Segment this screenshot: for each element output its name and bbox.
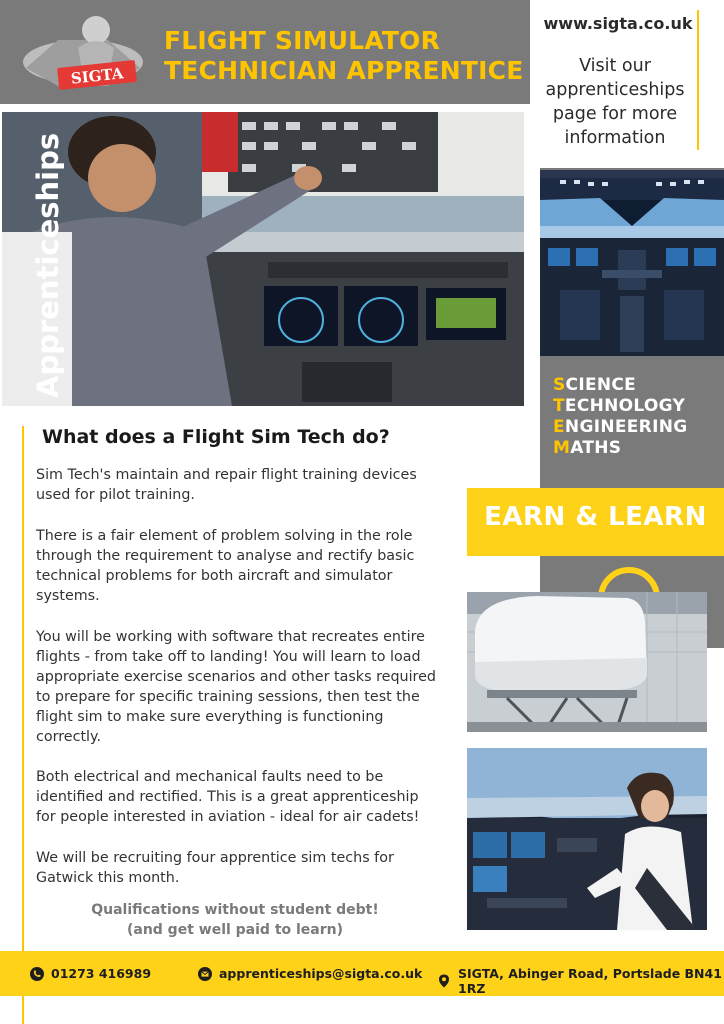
title-line-2: TECHNICIAN APPRENTICE xyxy=(164,56,524,85)
tagline xyxy=(60,900,410,940)
accent-divider xyxy=(697,10,699,150)
sigta-logo xyxy=(18,10,148,94)
page-title xyxy=(164,26,524,86)
stem-item-technology: TECHNOLOGY xyxy=(553,396,686,416)
main-simulator-photo xyxy=(2,112,524,406)
paragraph-3: You will be working with software that recreates entire flights - from take off to landing! You will learn to load appropriate exercise scenarios and other tasks required to prepare for specific training sessions, then test the flight sim to make sure everything is functioning correctly. xyxy=(36,629,436,745)
footer-phone-text: 01273 416989 xyxy=(51,966,152,981)
vertical-word-text: Apprenticeships xyxy=(31,132,65,398)
paragraph-2: There is a fair element of problem solving in the role through the requirement to analyse and rectify basic technical problems for both aircraft and simulator systems. xyxy=(36,528,415,604)
title-line-1: FLIGHT SIMULATOR xyxy=(164,26,441,55)
stem-list xyxy=(553,375,723,459)
footer-address xyxy=(437,966,724,996)
cockpit-photo xyxy=(540,170,724,356)
accent-line-left xyxy=(22,426,24,1008)
footer-address-text: SIGTA, Abinger Road, Portslade BN41 1RZ xyxy=(458,966,722,996)
phone-icon xyxy=(30,967,44,981)
email-icon xyxy=(198,967,212,981)
stem-item-science: SCIENCE xyxy=(553,375,637,395)
tagline-line-1: Qualifications without student debt! xyxy=(91,902,379,918)
paragraph-5: We will be recruiting four apprentice sim techs for Gatwick this month. xyxy=(36,850,394,886)
accent-line-bottom xyxy=(22,996,24,1024)
location-pin-icon xyxy=(437,974,451,988)
footer-phone[interactable] xyxy=(30,966,151,981)
paragraph-4: Both electrical and mechanical faults need to be identified and rectified. This is a great apprenticeship for people interested in aviation - ideal for air cadets! xyxy=(36,769,420,825)
tagline-line-2: (and get well paid to learn) xyxy=(126,922,344,938)
visit-info-text: Visit our apprenticeships page for more information xyxy=(545,56,685,148)
paragraph-1: Sim Tech's maintain and repair flight training devices used for pilot training. xyxy=(36,467,417,503)
website-link[interactable]: www.sigta.co.uk xyxy=(543,14,693,33)
svg-text:SIGTA: SIGTA xyxy=(69,64,125,88)
pilot-photo xyxy=(467,748,707,930)
footer-email-text: apprenticeships@sigta.co.uk xyxy=(219,966,423,981)
stem-item-maths: MATHS xyxy=(553,438,622,458)
footer-email[interactable] xyxy=(198,966,422,981)
stem-item-engineering: ENGINEERING xyxy=(553,417,688,437)
earn-learn-label: EARN & LEARN xyxy=(484,502,707,532)
simulator-photo xyxy=(467,592,707,732)
section-heading: What does a Flight Sim Tech do? xyxy=(42,426,390,448)
apprenticeships-vertical-label xyxy=(26,128,66,400)
